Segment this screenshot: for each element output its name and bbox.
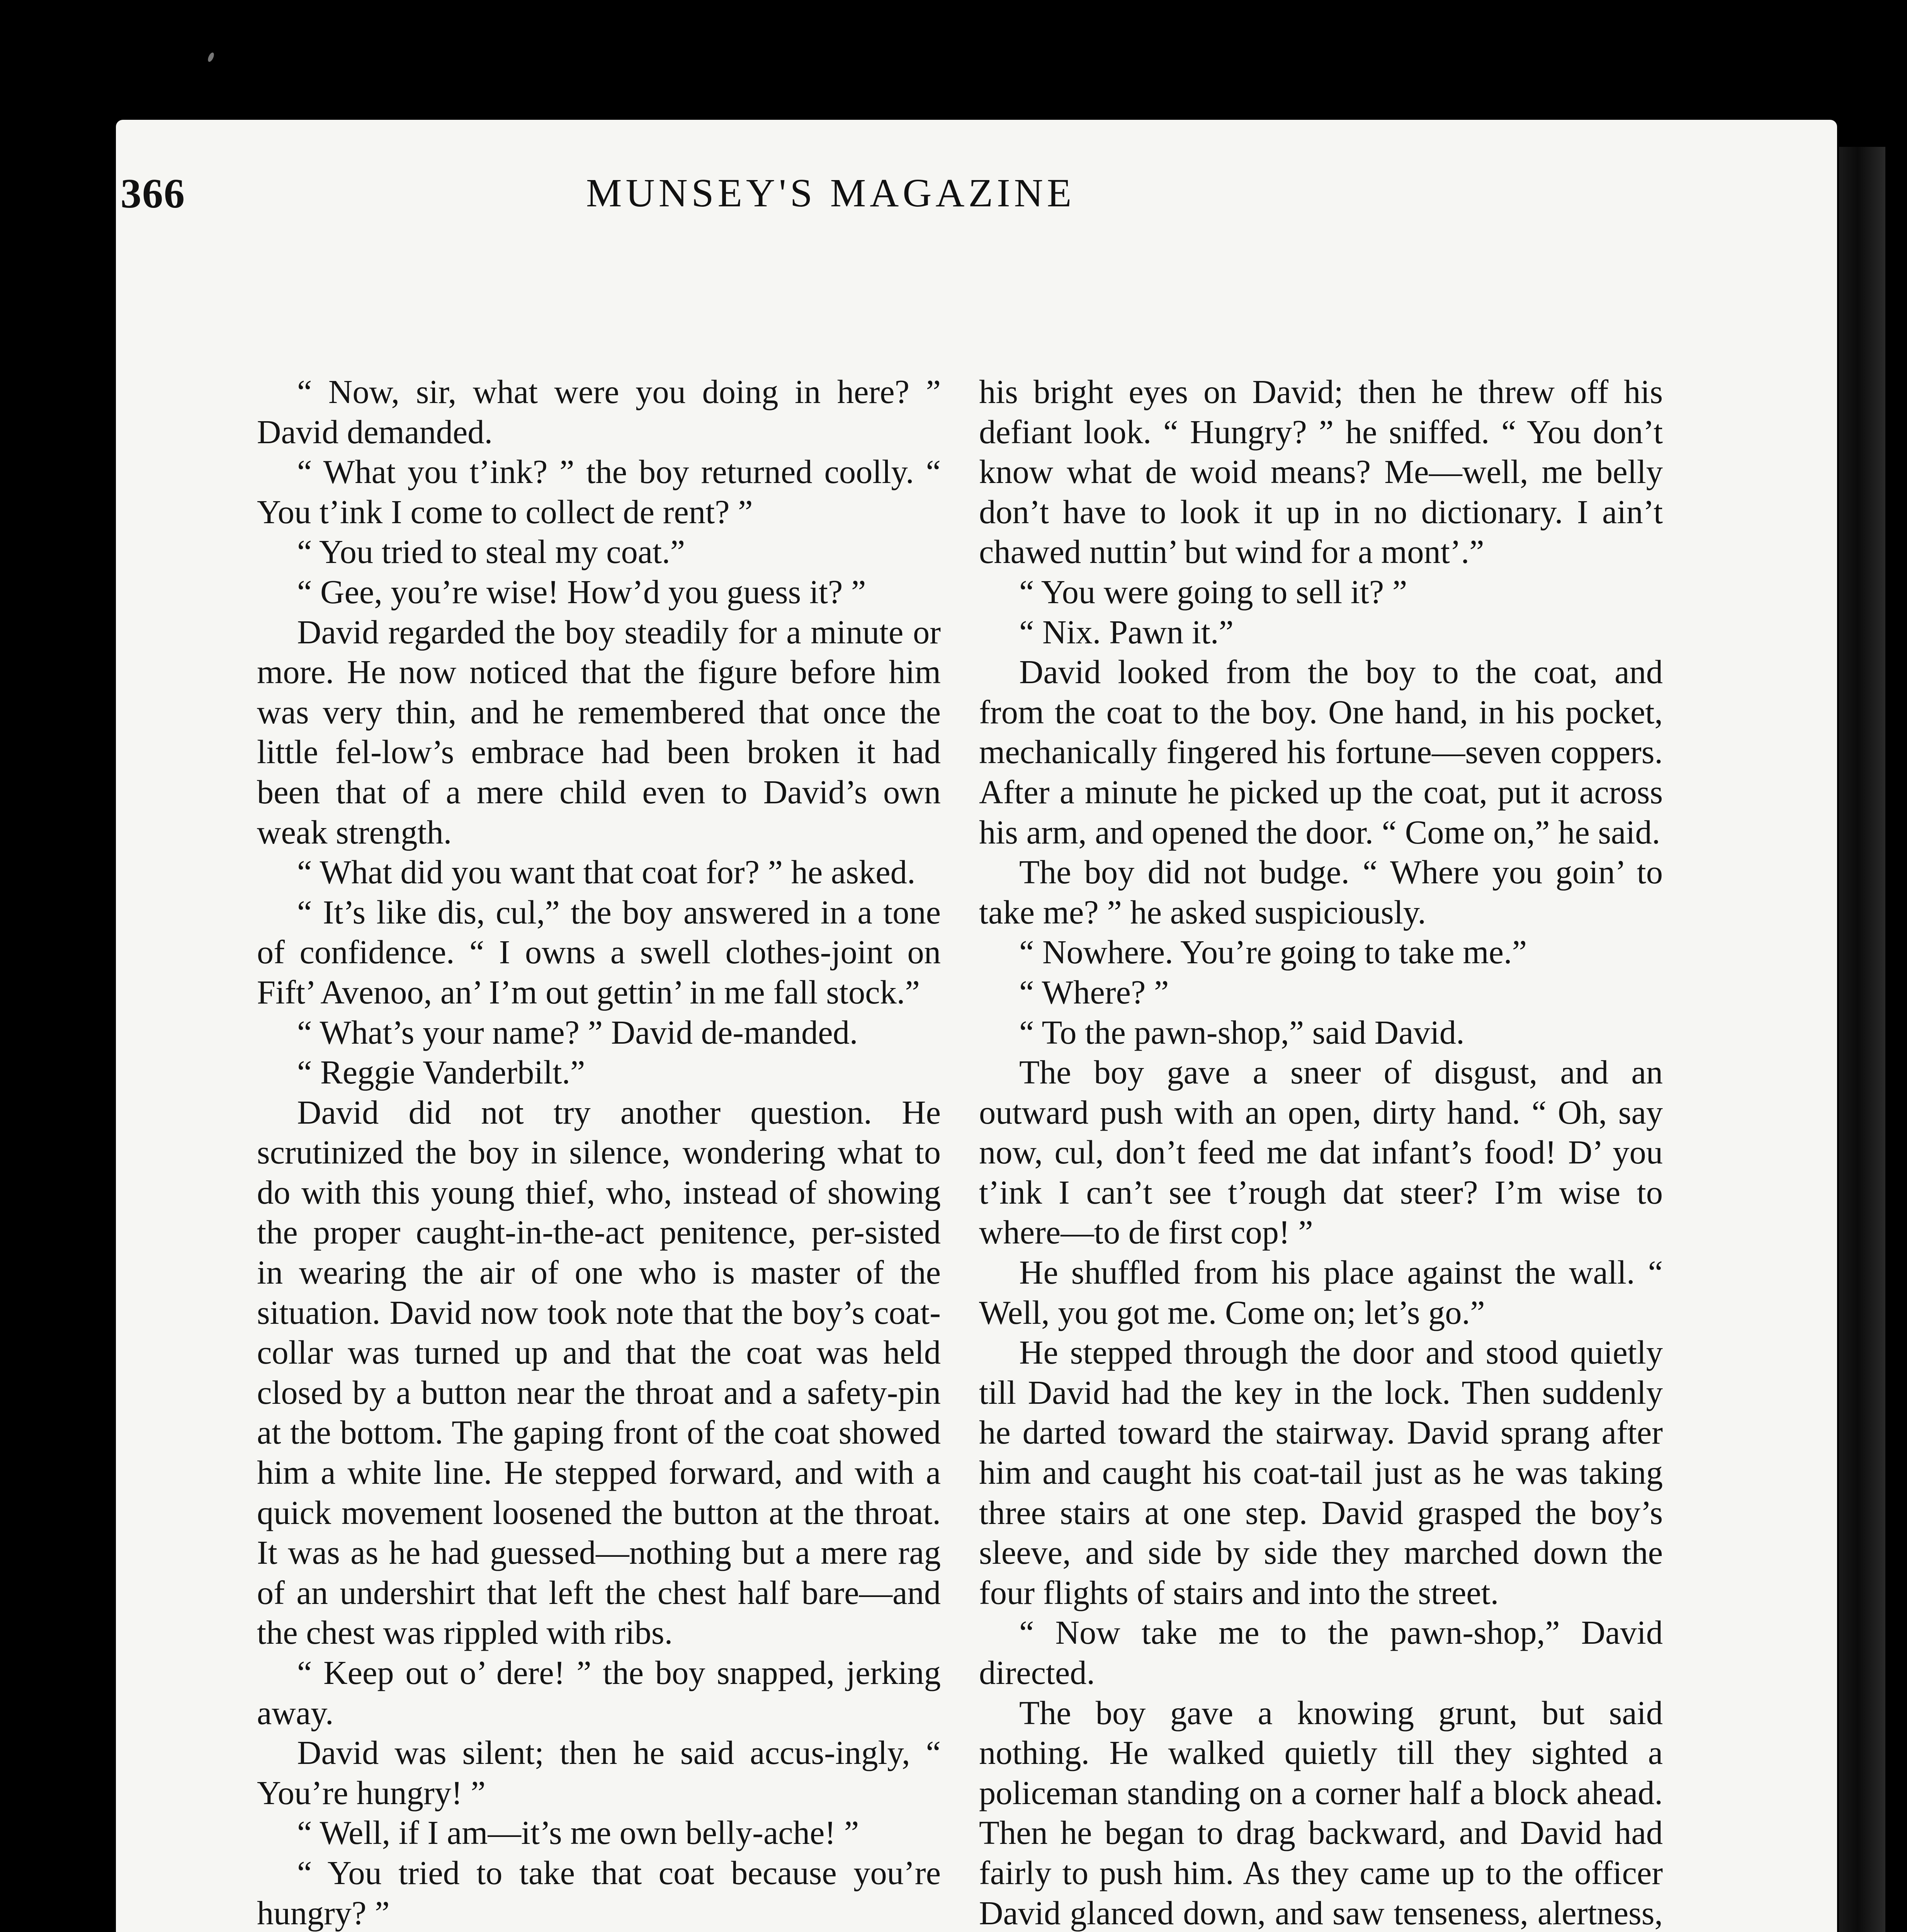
page-spine-shadow: [1839, 147, 1885, 1932]
paragraph: “ You tried to take that coat because you’re hungry? ”: [257, 1854, 941, 1932]
paragraph: The boy did not budge. “ Where you goin’ to take me? ” he asked suspiciously.: [979, 854, 1663, 931]
scan-speck: [207, 52, 215, 63]
paragraph: “ What’s your name? ” David de-manded.: [297, 1014, 858, 1051]
paragraph: “ Now take me to the pawn-shop,” David directed.: [979, 1614, 1663, 1691]
paragraph: He stepped through the door and stood quietly till David had the key in the lock. Then suddenly he darted toward the stairway. David sprang after him and caught his coat-tail just as he was taking three stairs at one step. David grasped the boy’s sleeve, and side by side they marched down the four flights of stairs and into the street.: [979, 1334, 1663, 1611]
paragraph: David regarded the boy steadily for a minute or more. He now noticed that the figure before him was very thin, and he remembered that once the little fel-low’s embrace had been broken it had been that of a mere child even to David’s own weak strength.: [257, 613, 941, 851]
paragraph: “ Nix. Pawn it.”: [1019, 613, 1234, 651]
paragraph: “ Reggie Vanderbilt.”: [297, 1054, 585, 1091]
paragraph: “ What you t’ink? ” the boy returned coolly. “ You t’ink I come to collect de rent? ”: [257, 453, 941, 531]
paragraph: He shuffled from his place against the wall. “ Well, you got me. Come on; let’s go.”: [979, 1254, 1663, 1331]
paragraph: David did not try another question. He scrutinized the boy in silence, wondering what to do with this young thief, who, instead of showing the proper caught-in-the-act penitence, per-sisted in wearing the air of one who is master of the situation. David now took note that the boy’s coat-collar was turned up and that the coat was held closed by a button near the throat and a safety-pin at the bottom. The gaping front of the coat showed him a white line. He stepped forward, and with a quick movement loosened the button at the throat. It was as he had guessed—nothing but a mere rag of an undershirt that left the chest half bare—and the chest was rippled with ribs.: [257, 1094, 941, 1651]
paragraph: “ Gee, you’re wise! How’d you guess it? ”: [297, 573, 866, 611]
running-head: [121, 170, 1652, 236]
paragraph: “ Keep out o’ dere! ” the boy snapped, jerking away.: [257, 1654, 941, 1731]
right-text-column: [979, 372, 1663, 1932]
paragraph: “ Where? ”: [1019, 973, 1169, 1011]
paragraph: “ To the pawn-shop,” said David.: [1019, 1014, 1465, 1051]
paragraph: “ You tried to steal my coat.”: [297, 533, 685, 571]
paragraph: David looked from the boy to the coat, and from the coat to the boy. One hand, in his pocket, mechanically fingered his fortune—seven coppers. After a minute he picked up the coat, put it across his arm, and opened the door. “ Come on,” he said.: [979, 653, 1663, 851]
paragraph: “ You were going to sell it? ”: [1019, 573, 1407, 611]
paragraph: The boy gave a knowing grunt, but said nothing. He walked quietly till they sighted a policeman standing on a corner half a block ahead. Then he began to drag backward, and David had fairly to push him. As they came up to the officer David glanced down, and saw tenseness, alertness,: [979, 1694, 1663, 1932]
page-number: 366: [121, 171, 185, 217]
paragraph: his bright eyes on David; then he threw off his defiant look. “ Hungry? ” he sniffed. “ You don’t know what de woid means? Me—well, me belly don’t have to look it up in no dictionary. I ain’t chawed nuttin’ but wind for a mont’.”: [979, 373, 1663, 571]
paragraph: The boy gave a sneer of disgust, and an outward push with an open, dirty hand. “ Oh, say now, cul, don’t feed me dat infant’s food! D’ you t’ink I can’t see t’rough dat steer? I’m wise to where—to de first cop! ”: [979, 1054, 1663, 1251]
left-text-column: [257, 372, 941, 1932]
magazine-title: MUNSEY'S MAGAZINE: [586, 171, 1076, 215]
paragraph: “ It’s like dis, cul,” the boy answered in a tone of confidence. “ I owns a swell clothes-joint on Fift’ Avenoo, an’ I’m out gettin’ in me fall stock.”: [257, 893, 941, 1011]
paragraph: “ Now, sir, what were you doing in here? ” David demanded.: [257, 373, 941, 451]
paragraph: “ Well, if I am—it’s me own belly-ache! ”: [297, 1814, 859, 1852]
paragraph: “ Nowhere. You’re going to take me.”: [1019, 934, 1527, 971]
paragraph: David was silent; then he said accus-ingly, “ You’re hungry! ”: [257, 1734, 941, 1811]
paragraph: “ What did you want that coat for? ” he asked.: [297, 854, 916, 891]
